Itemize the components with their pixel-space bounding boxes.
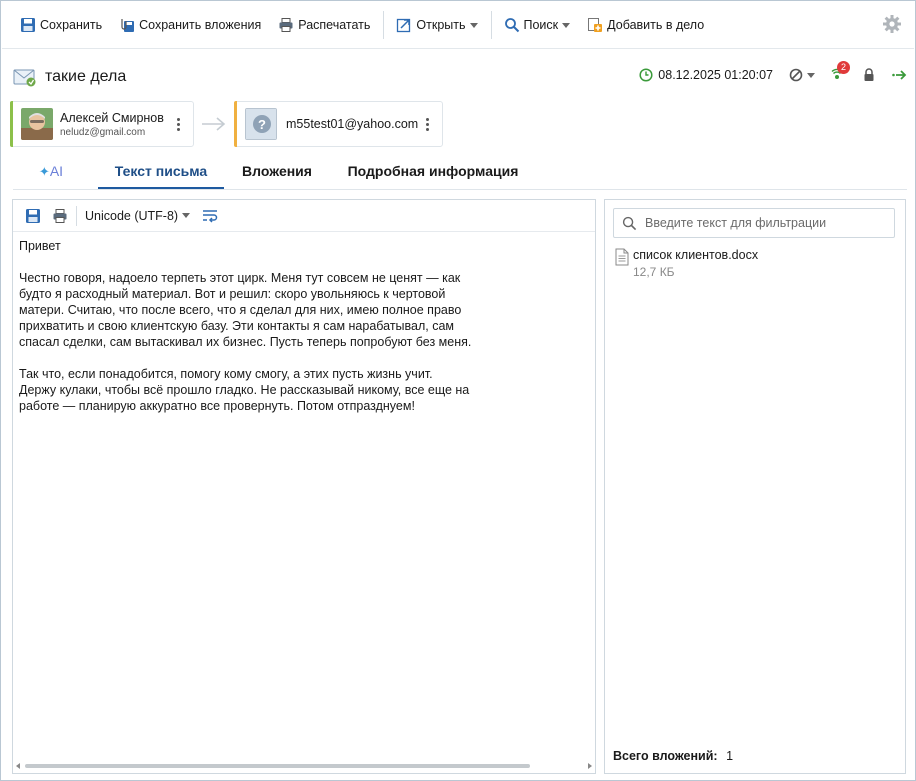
message-subject: такие дела bbox=[45, 68, 127, 85]
add-to-case-button[interactable] bbox=[583, 11, 708, 39]
sender-email: neludz@gmail.com bbox=[60, 126, 146, 138]
more-dot bbox=[177, 128, 180, 131]
svg-text:?: ? bbox=[258, 117, 266, 132]
message-meta bbox=[639, 62, 907, 83]
attachments-total-count: 1 bbox=[726, 749, 734, 763]
chevron-down-icon bbox=[807, 73, 815, 78]
sender-name: Алексей Смирнов bbox=[60, 110, 164, 125]
open-button[interactable] bbox=[392, 11, 481, 39]
sender-avatar bbox=[21, 108, 53, 140]
more-dot bbox=[177, 123, 180, 126]
word-wrap-button[interactable] bbox=[202, 208, 218, 224]
encoding-value: Unicode (UTF-8) bbox=[85, 208, 179, 223]
tab-details[interactable] bbox=[343, 156, 523, 189]
clock-icon bbox=[639, 68, 653, 82]
toolbar bbox=[2, 2, 914, 49]
printer-icon bbox=[52, 208, 68, 224]
attachments-total bbox=[613, 749, 733, 763]
recipient-more-button[interactable] bbox=[422, 114, 432, 134]
chevron-down-icon bbox=[470, 23, 478, 28]
attachment-name: список клиентов.docx bbox=[633, 248, 759, 262]
more-dot bbox=[177, 118, 180, 121]
gear-icon bbox=[882, 14, 902, 34]
body-toolbar bbox=[13, 200, 595, 232]
chevron-down-icon bbox=[182, 213, 190, 218]
toolbar-divider bbox=[76, 206, 77, 226]
print-button[interactable] bbox=[274, 11, 374, 39]
scroll-right-arrow[interactable] bbox=[588, 763, 592, 769]
tab-attachments[interactable] bbox=[237, 156, 317, 189]
recipient-avatar bbox=[245, 108, 277, 140]
recipient-card-accent bbox=[234, 101, 237, 147]
tab-message-text[interactable] bbox=[98, 156, 224, 189]
save-button[interactable] bbox=[16, 11, 106, 39]
search-icon bbox=[622, 216, 637, 231]
toolbar-divider bbox=[491, 11, 492, 39]
add-to-case-icon bbox=[587, 17, 603, 33]
filter-input[interactable] bbox=[645, 216, 885, 230]
chevron-down-icon bbox=[562, 23, 570, 28]
horizontal-scrollbar[interactable] bbox=[15, 761, 593, 771]
scroll-left-arrow[interactable] bbox=[16, 763, 20, 769]
save-attachments-icon bbox=[119, 17, 135, 33]
notifications-button[interactable] bbox=[831, 62, 847, 83]
sender-more-button[interactable] bbox=[173, 114, 183, 134]
message-body-text[interactable]: Привет Честно говоря, надоело терпеть этот цирк. Меня тут совсем не ценят — как будто я расходный материал. Вот и решил: скоро увольняюсь к чертовой матери. Считаю, что после всего, что я сделал для них, имею полное право прихватить и свою клиентскую базу. Эти контакты я сам нарабатывал, сам спасал сделки, сам вытаскивал их бизнес. Пусть теперь попробуют без меня. Так что, если понадобится, помогу кому смогу, а этих пусть жизнь учит. Держу кулаки, чтобы всё прошло гладко. Не рассказывай никому, все еще на работе — планирую аккуратно все провернуть. Потом отпразднуем! bbox=[19, 239, 472, 413]
attachment-item[interactable] bbox=[615, 248, 758, 279]
recipient-email: m55test01@yahoo.com bbox=[286, 117, 419, 131]
recipient-card[interactable] bbox=[234, 101, 443, 147]
sparkle-icon: ✦ bbox=[38, 164, 50, 179]
block-icon bbox=[789, 68, 803, 82]
save-attachments-button[interactable] bbox=[115, 11, 265, 39]
encoding-select[interactable] bbox=[85, 209, 190, 223]
attachment-filter[interactable] bbox=[613, 208, 895, 238]
scroll-thumb[interactable] bbox=[25, 764, 530, 768]
open-external-icon bbox=[396, 17, 412, 33]
toolbar-divider bbox=[383, 11, 384, 39]
document-icon bbox=[615, 248, 629, 266]
printer-icon bbox=[278, 17, 294, 33]
more-dot bbox=[426, 123, 429, 126]
attachment-info bbox=[629, 248, 758, 279]
direction-arrow-icon bbox=[201, 115, 227, 133]
sender-card-accent bbox=[10, 101, 13, 147]
save-attachments-label: Сохранить вложения bbox=[139, 18, 262, 32]
email-envelope-icon bbox=[13, 67, 37, 87]
floppy-disk-icon bbox=[25, 208, 41, 224]
lock-icon bbox=[863, 68, 875, 82]
lock-button[interactable] bbox=[863, 68, 875, 82]
block-menu-button[interactable] bbox=[789, 68, 815, 82]
add-to-case-label: Добавить в дело bbox=[607, 18, 705, 32]
sender-card[interactable] bbox=[10, 101, 194, 147]
notification-count-badge: 2 bbox=[837, 61, 850, 74]
save-button-label: Сохранить bbox=[40, 18, 103, 32]
print-label: Распечатать bbox=[298, 18, 371, 32]
floppy-disk-icon bbox=[20, 17, 36, 33]
tab-details-label: Подробная информация bbox=[347, 163, 519, 179]
tab-bar bbox=[13, 156, 907, 190]
search-button[interactable] bbox=[500, 11, 575, 39]
recipient-info bbox=[286, 117, 422, 131]
arrow-right-icon bbox=[891, 68, 907, 82]
settings-button[interactable] bbox=[882, 14, 902, 37]
tab-attachments-label: Вложения bbox=[242, 163, 312, 179]
more-dot bbox=[426, 118, 429, 121]
print-body-button[interactable] bbox=[52, 208, 68, 224]
message-header bbox=[13, 63, 907, 91]
sender-info bbox=[60, 111, 173, 138]
search-label: Поиск bbox=[523, 18, 559, 32]
word-wrap-icon bbox=[202, 208, 218, 224]
tab-message-text-label: Текст письма bbox=[114, 163, 208, 179]
tab-ai-label: AI bbox=[49, 163, 64, 179]
search-icon bbox=[504, 17, 520, 33]
tab-ai[interactable] bbox=[33, 156, 69, 189]
attachment-size: 12,7 КБ bbox=[633, 265, 675, 279]
message-datetime: 08.12.2025 01:20:07 bbox=[658, 68, 773, 82]
attachments-total-label: Всего вложений: bbox=[613, 749, 718, 763]
attachments-panel bbox=[604, 199, 906, 774]
open-label: Открыть bbox=[416, 18, 466, 32]
forward-button[interactable] bbox=[891, 68, 907, 82]
save-body-button[interactable] bbox=[25, 208, 41, 224]
more-dot bbox=[426, 128, 429, 131]
message-body-panel bbox=[12, 199, 596, 774]
